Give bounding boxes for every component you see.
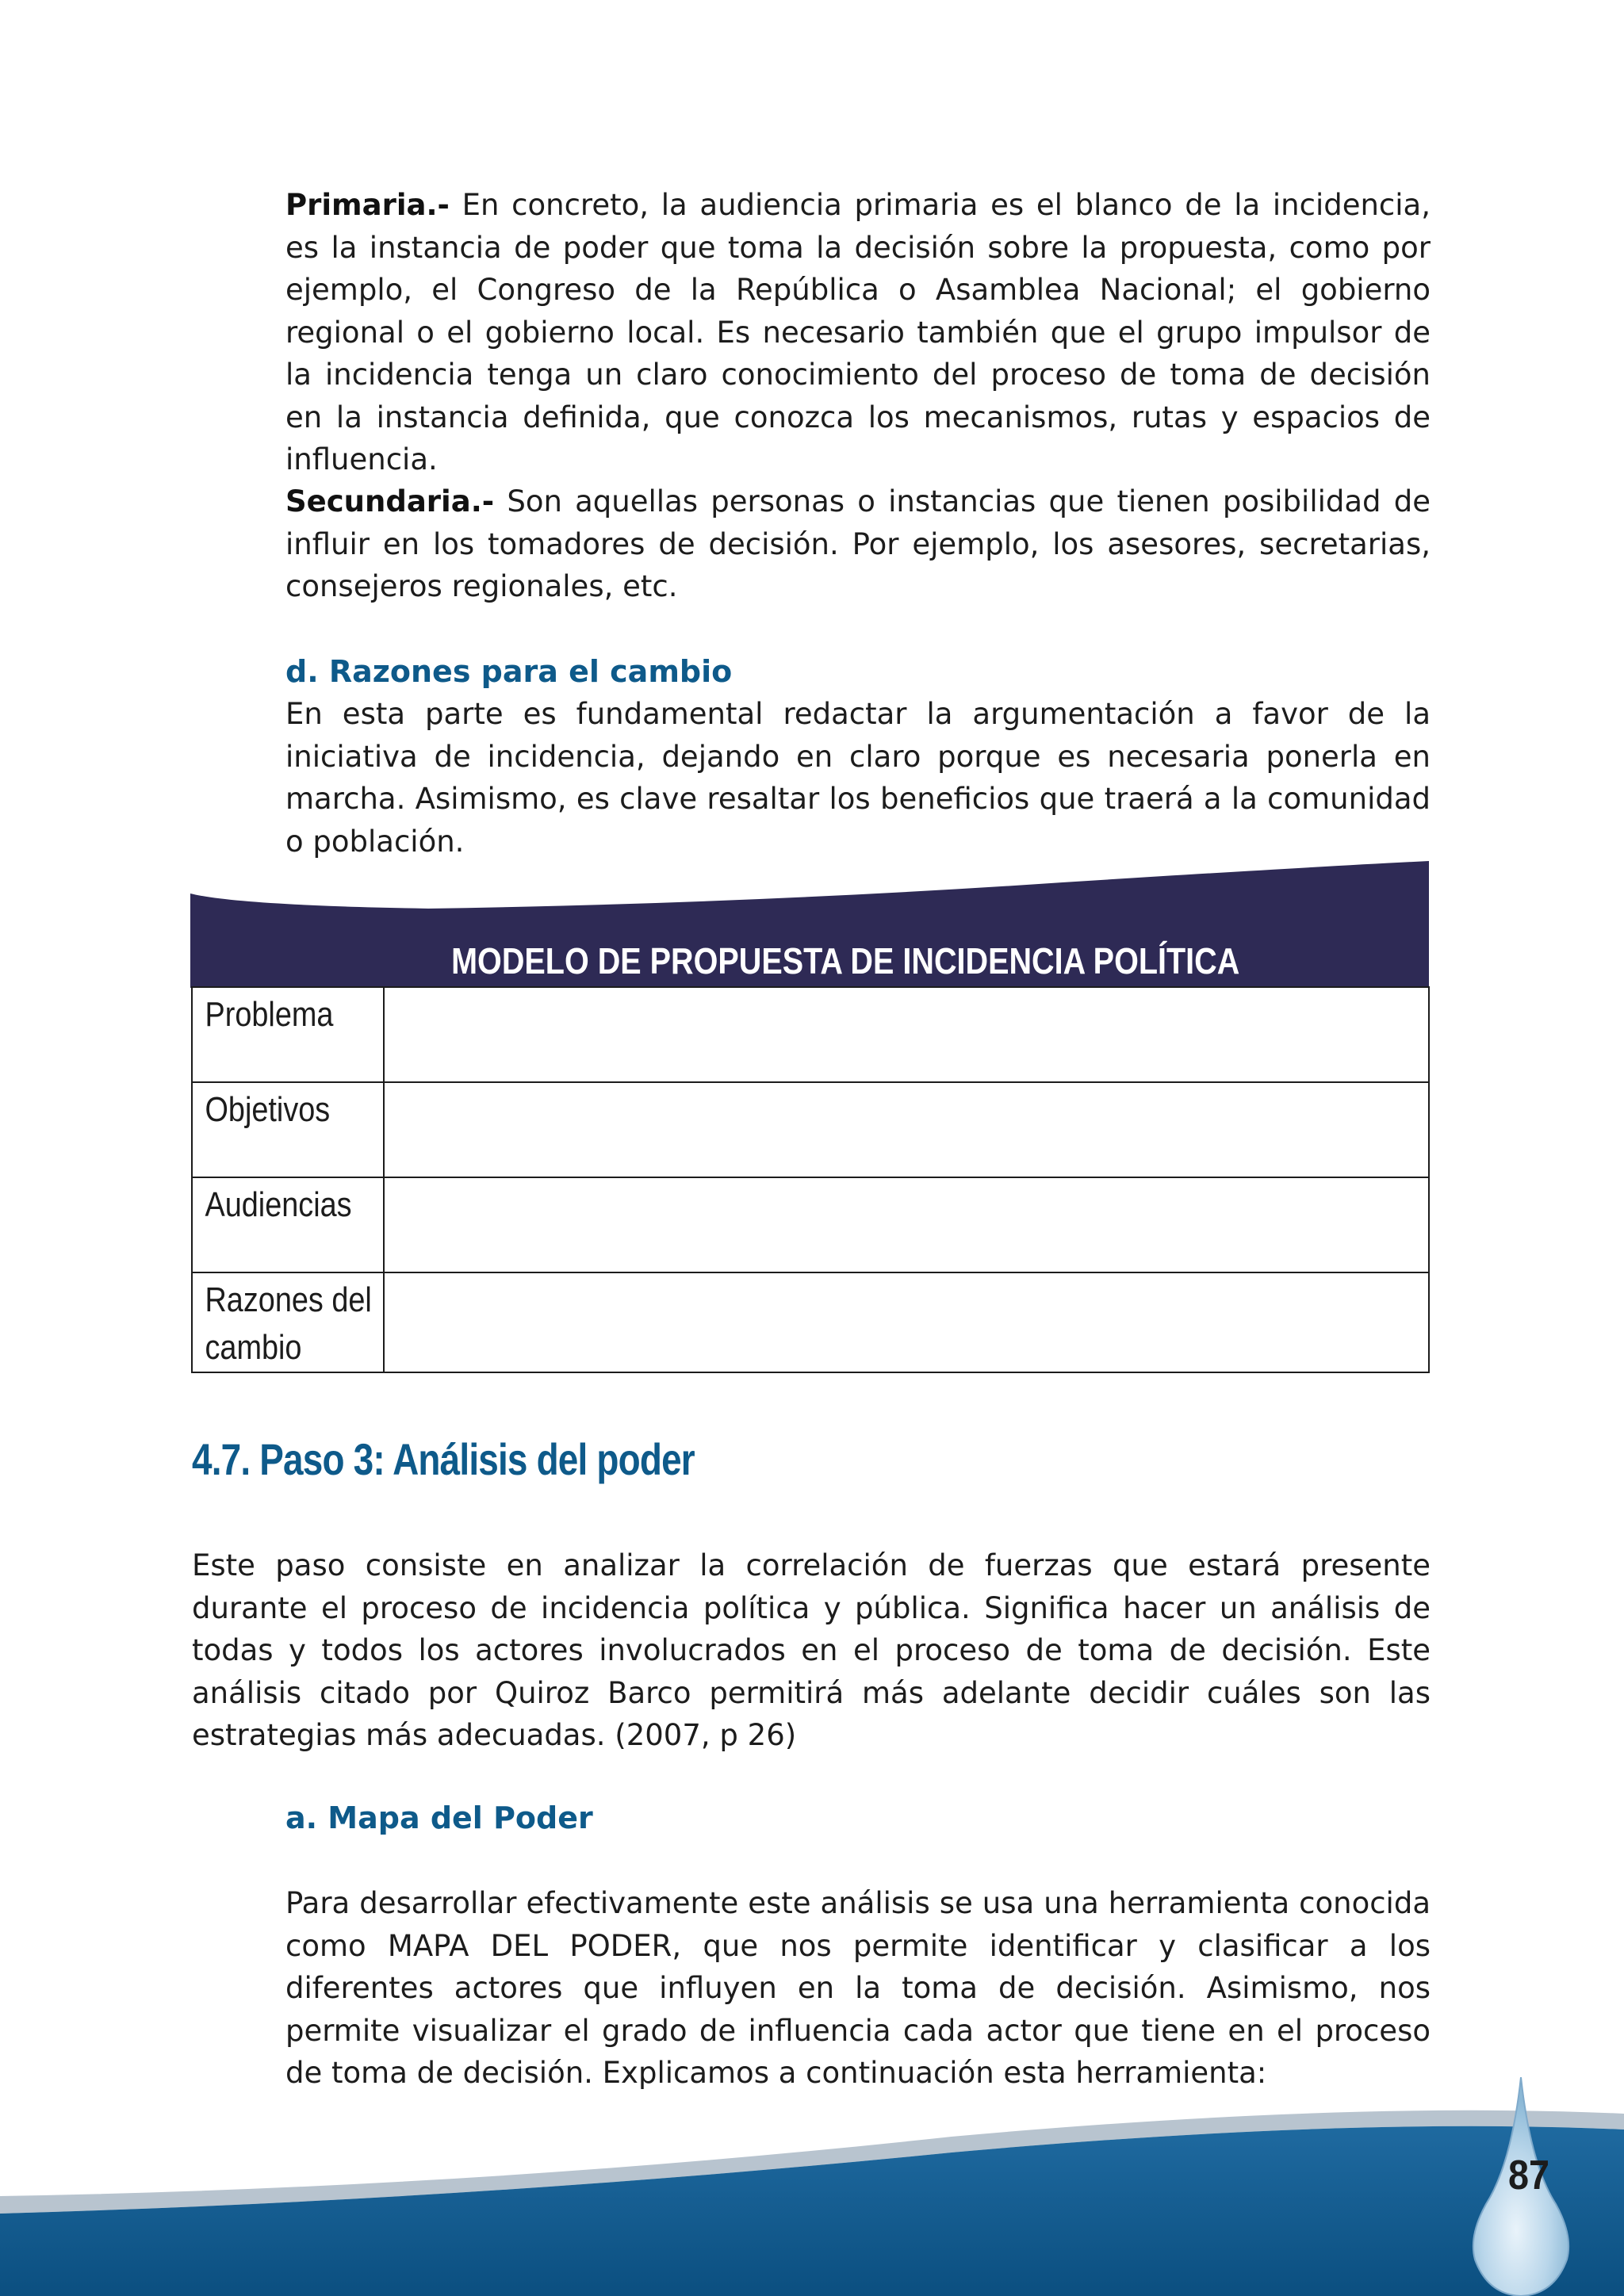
row-label-cell [192,987,384,1082]
razones-heading: d. Razones para el cambio [285,654,733,689]
section-paragraph: Este paso consiste en analizar la correlación de fuerzas que estará presente durante el proceso de incidencia política y pública. Significa hacer un análisis de todas y todos los actores involucrados en el proceso de toma de decisión. Este análisis citado por Quiroz Barco permitirá más adelante decidir cuáles son las estrategias más adecuadas. (2007, p 26) [192,1548,1431,1752]
primaria-text: En concreto, la audiencia primaria es el blanco de la incidencia, es la instancia de poder que toma la decisión sobre la propuesta, como por ejemplo, el Congreso de la República o Asamblea Nacional; el gobierno regional o el gobierno local. Es necesario también que el grupo impulsor de la incidencia tenga un claro conocimiento del proceso de toma de decisión en la instancia definida, que conozca los mecanismos, rutas y espacios de influencia. [285,188,1431,476]
mapa-paragraph: Para desarrollar efectivamente este análisis se usa una herramienta conocida como MAPA DEL PODER, que nos permite identificar y clasificar a los diferentes actores que influyen en la toma de decisión. Asimismo, nos permite visualizar el grado de influencia cada actor que tiene en el proceso de toma de decisión. Explicamos a continuación esta herramienta: [285,1886,1431,2090]
row-label: Audiencias [205,1185,352,1224]
table-row [192,1272,1429,1372]
secundaria-label: Secundaria.- [285,484,495,519]
proposal-model-table [191,986,1430,1373]
primaria-paragraph [285,184,1431,481]
primaria-label: Primaria.- [285,188,450,222]
row-label: Razones del cambio [205,1280,372,1367]
section-title: 4.7. Paso 3: Análisis del poder [192,1434,695,1484]
row-value-cell [384,987,1429,1082]
row-value-cell [384,1272,1429,1372]
row-label: Objetivos [205,1090,331,1129]
mapa-heading: a. Mapa del Poder [285,1800,593,1835]
table-title: MODELO DE PROPUESTA DE INCIDENCIA POLÍTICA [451,940,1240,982]
row-label-cell [192,1272,384,1372]
row-label-cell [192,1177,384,1272]
razones-paragraph: En esta parte es fundamental redactar la argumentación a favor de la iniciativa de incidencia, dejando en claro porque es necesaria ponerla en marcha. Asimismo, es clave resaltar los beneficios que traerá a la comunidad o población. [285,697,1431,859]
table-row [192,987,1429,1082]
row-label: Problema [205,995,334,1034]
table-row [192,1082,1429,1177]
table-row [192,1177,1429,1272]
page-number: 87 [1507,2152,1550,2198]
row-value-cell [384,1082,1429,1177]
secundaria-text: Son aquellas personas o instancias que tienen posibilidad de influir en los tomadores de decisión. Por ejemplo, los asesores, secretarias, consejeros regionales, etc. [285,484,1431,603]
footer-wave [0,2077,1624,2296]
row-label-cell [192,1082,384,1177]
secundaria-paragraph [285,480,1431,608]
row-value-cell [384,1177,1429,1272]
